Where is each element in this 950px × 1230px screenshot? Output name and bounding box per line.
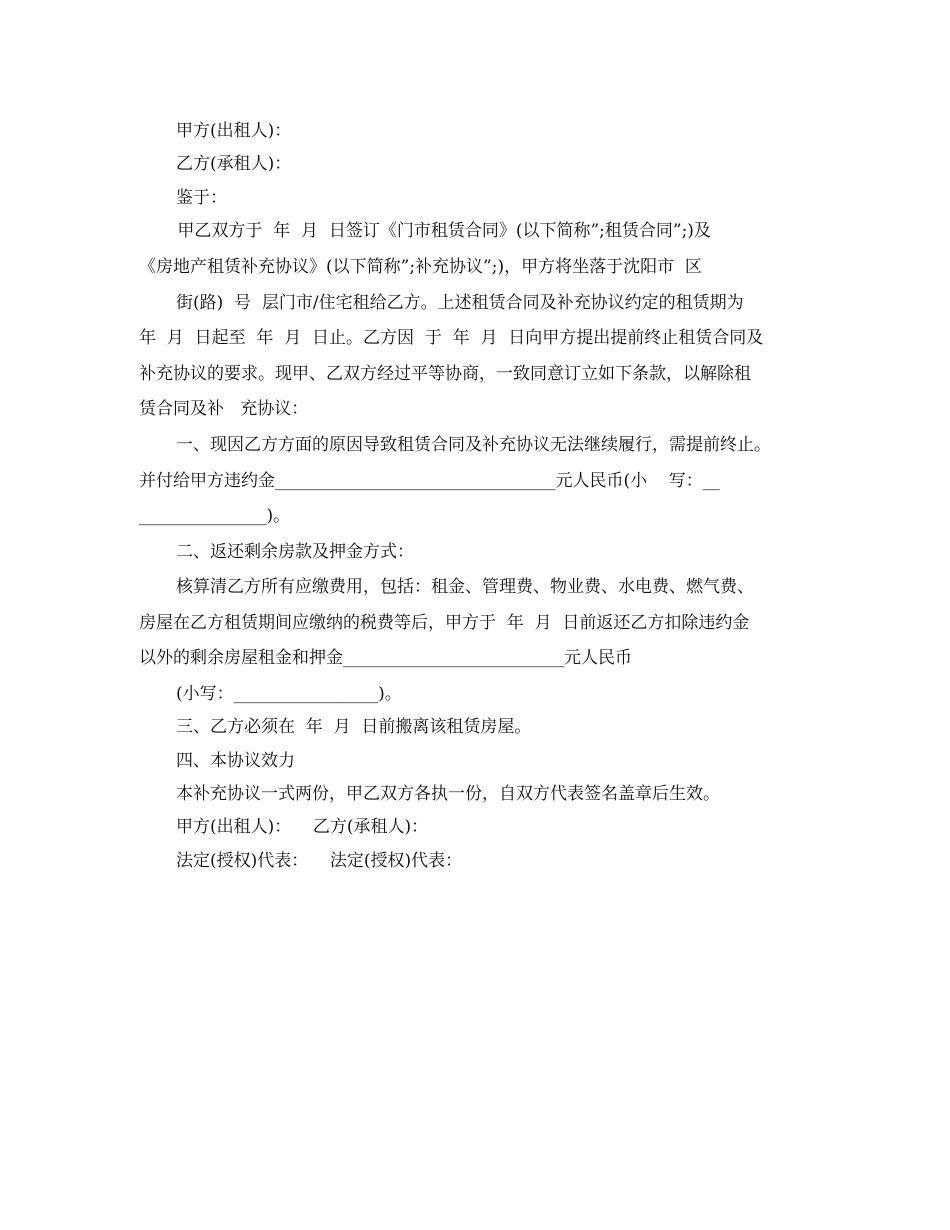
clause-one-line: 并付给甲方违约金_________________________________元人民币(小 写：__ bbox=[139, 471, 720, 491]
paragraph-line: 补充协议的要求。现甲、乙双方经过平等协商，一致同意订立如下条款，以解除租 bbox=[139, 364, 751, 384]
clause-one-line: 一、现因乙方方面的原因导致租赁合同及补充协议无法继续履行，需提前终止。 bbox=[176, 435, 771, 455]
clause-two-heading: 二、返还剩余房款及押金方式： bbox=[176, 542, 414, 562]
clause-two-line: 以外的剩余房屋租金和押金__________________________元人民币 bbox=[139, 648, 632, 668]
signature-representatives-line: 法定(授权)代表： 法定(授权)代表： bbox=[176, 851, 463, 871]
clause-two-line: 核算清乙方所有应缴费用，包括：租金、管理费、物业费、水电费、燃气费、 bbox=[176, 577, 754, 597]
clause-one-line: _______________)。 bbox=[139, 506, 291, 526]
paragraph-line: 甲乙双方于 年 月 日签订《门市租赁合同》(以下简称”;租赁合同”;)及 bbox=[172, 221, 711, 241]
paragraph-line: 街(路) 号 层门市/住宅租给乙方。上述租赁合同及补充协议约定的租赁期为 bbox=[176, 293, 744, 313]
clause-three-line: 三、乙方必须在 年 月 日前搬离该租赁房屋。 bbox=[176, 717, 532, 737]
clause-two-line: (小写：_________________)。 bbox=[176, 684, 402, 704]
clause-two-line: 房屋在乙方租赁期间应缴纳的税费等后，甲方于 年 月 日前返还乙方扣除违约金 bbox=[139, 613, 750, 633]
paragraph-line: 赁合同及补 充协议： bbox=[139, 399, 309, 419]
signature-parties-line: 甲方(出租人)： 乙方(承租人)： bbox=[176, 817, 429, 837]
clause-four-heading: 四、本协议效力 bbox=[176, 751, 295, 771]
paragraph-line: 《房地产租赁补充协议》(以下简称”;补充协议”;)，甲方将坐落于沈阳市 区 bbox=[139, 257, 702, 277]
whereas-label: 鉴于： bbox=[176, 188, 227, 208]
party-a-label: 甲方(出租人)： bbox=[176, 121, 292, 141]
paragraph-line: 年 月 日起至 年 月 日止。乙方因 于 年 月 日向甲方提出提前终止租赁合同及 bbox=[139, 328, 764, 348]
party-b-label: 乙方(承租人)： bbox=[176, 154, 292, 174]
clause-four-line: 本补充协议一式两份，甲乙双方各执一份，自双方代表签名盖章后生效。 bbox=[176, 784, 720, 804]
